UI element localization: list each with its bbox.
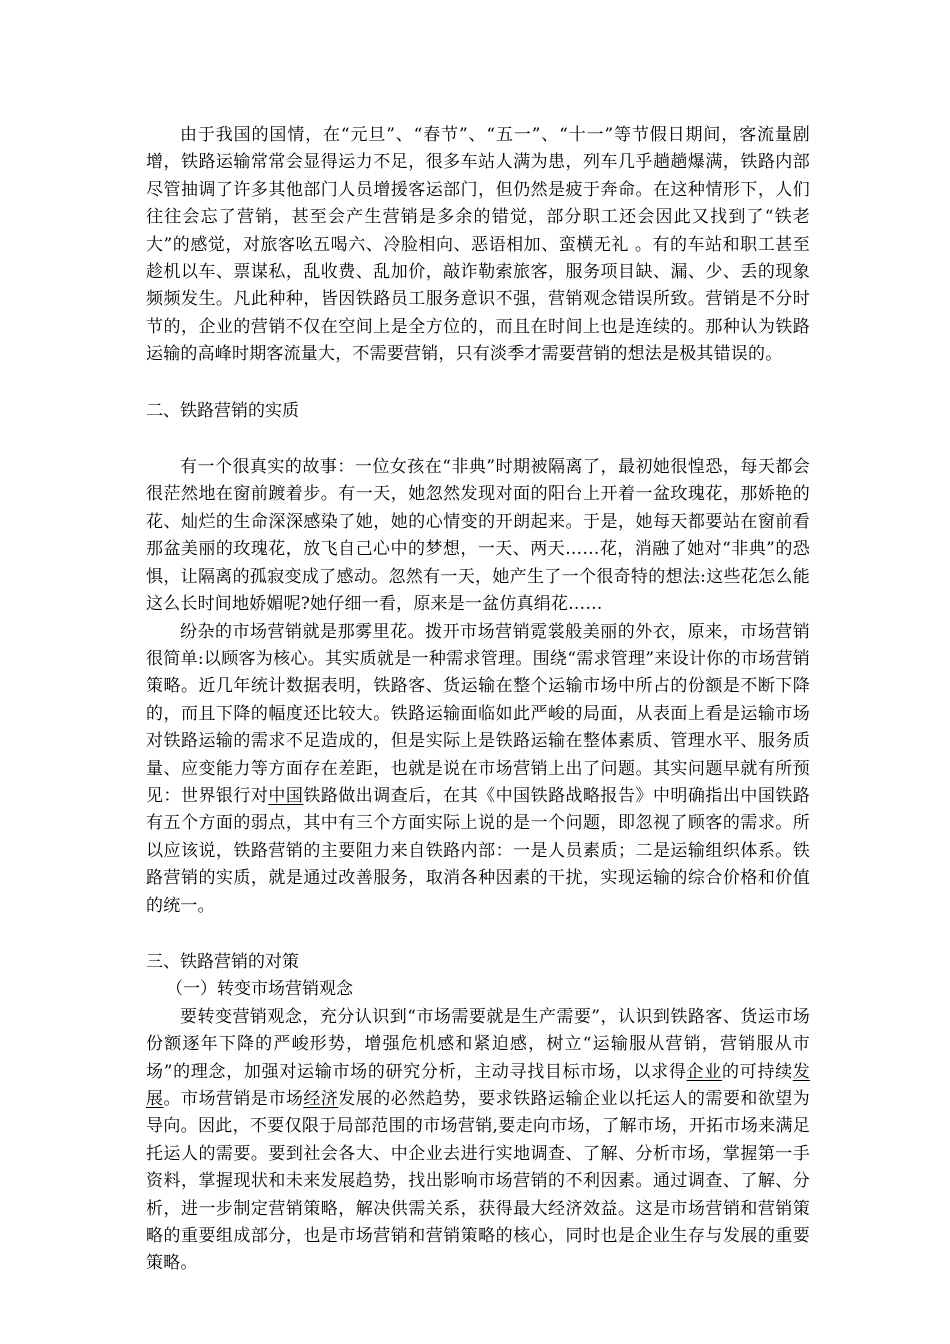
text-run: 发展的必然趋势，要求铁路运输企业以托运人的需要和欲望为导向。因此，不要仅限于局部范围的市场营销,要走向市场，了解市场，开拓市场来满足托运人的需要。要到社会各大、中企业去进行实地调查、了解、分析市场，掌握第一手资料，掌握现状和未来发展趋势，找出影响市场营销的不利因素。通过调查、了解、分析，进一步制定营销策略，解决供需关系，获得最大经济效益。这是市场营销和营销策略的重要组成部分，也是市场营销和营销策略的核心，同时也是企业生存与发展的重要策略。	[146, 1089, 810, 1274]
paragraph-change-concept	[146, 1004, 810, 1278]
subheading-change-concept: （一）转变市场营销观念	[166, 979, 353, 1000]
text-run: 要转变营销观念，充分认识到“市场需要就是生产需要”，认识到铁路客、货运市场份额逐年下降的严峻形势，增强危机感和紧迫感，树立“运输服从营销，营销服从市场”的理念，加强对运输市场的研究分析，主动寻找目标市场，以求得	[146, 1006, 810, 1082]
paragraph-essence	[146, 619, 810, 920]
paragraph-holiday-marketing: 由于我国的国情，在“元旦”、“春节”、“五一”、“十一”等节假日期间，客流量剧增，铁路运输常常会显得运力不足，很多车站人满为患，列车几乎趟趟爆满，铁路内部尽管抽调了许多其他部门人员增援客运部门，但仍然是疲于奔命。在这种情形下，人们往往会忘了营销，甚至会产生营销是多余的错觉，部分职工还会因此又找到了“铁老大”的感觉，对旅客吆五喝六、冷脸相向、恶语相加、蛮横无礼 。有的车站和职工甚至趁机以车、票谋私，乱收费、乱加价，敲诈勒索旅客，服务项目缺、漏、少、丢的现象频频发生。凡此种种，皆因铁路员工服务意识不强，营销观念错误所致。营销是不分时节的，企业的营销不仅在空间上是全方位的，而且在时间上也是连续的。那种认为铁路运输的高峰时期客流量大，不需要营销，只有淡季才需要营销的想法是极其错误的。	[146, 125, 810, 365]
text-run: 。市场营销是市场	[163, 1089, 304, 1109]
text-run: 纷杂的市场营销就是那雾里花。拨开市场营销霓裳般美丽的外衣，原来，市场营销很简单:以顾客为核心。其实质就是一种需求管理。围绕“需求管理”来设计你的市场营销策略。近几年统计数据表明，铁路客、货运输在整个运输市场中所占的份额是不断下降的，而且下降的幅度还比较大。铁路运输面临如此严峻的局面，从表面上看是运输市场对铁路运输的需求不足造成的，但是实际上是铁路运输在整体素质、管理水平、服务质量、应变能力等方面存在差距，也就是说在市场营销上出了问题。其实问题早就有所预见：世界银行对	[146, 621, 810, 806]
text-run: 铁路做出调查后，在其《中国铁路战略报告》中明确指出中国铁路有五个方面的弱点，其中有三个方面实际上说的是一个问题，即忽视了顾客的需求。所以应该说，铁路营销的主要阻力来自铁路内部：一是人员素质；二是运输组织体系。铁路营销的实质，就是通过改善服务，取消各种因素的干扰，实现运输的综合价格和价值的统一。	[146, 785, 810, 916]
link-economy[interactable]: 经济	[303, 1089, 339, 1109]
section-heading-countermeasures: 三、铁路营销的对策	[146, 951, 299, 972]
link-development[interactable]: 发展	[146, 1061, 810, 1109]
link-enterprise[interactable]: 企业	[686, 1061, 722, 1082]
link-china[interactable]: 中国	[268, 785, 304, 806]
section-heading-essence: 二、铁路营销的实质	[146, 400, 299, 421]
paragraph-story: 有一个很真实的故事：一位女孩在“非典”时期被隔离了，最初她很惶恐，每天都会很茫然地在窗前踱着步。有一天，她忽然发现对面的阳台上开着一盆玫瑰花，那娇艳的花、灿烂的生命深深感染了她，她的心情变的开朗起来。于是，她每天都要站在窗前看那盆美丽的玫瑰花，放飞自己心中的梦想，一天、两天……花，消融了她对“非典”的恐惧，让隔离的孤寂变成了感动。忽然有一天，她产生了一个很奇特的想法:这些花怎么能这么长时间地娇媚呢?她仔细一看，原来是一盆仿真绢花……	[146, 457, 810, 615]
text-run: 的可持续	[721, 1061, 793, 1082]
